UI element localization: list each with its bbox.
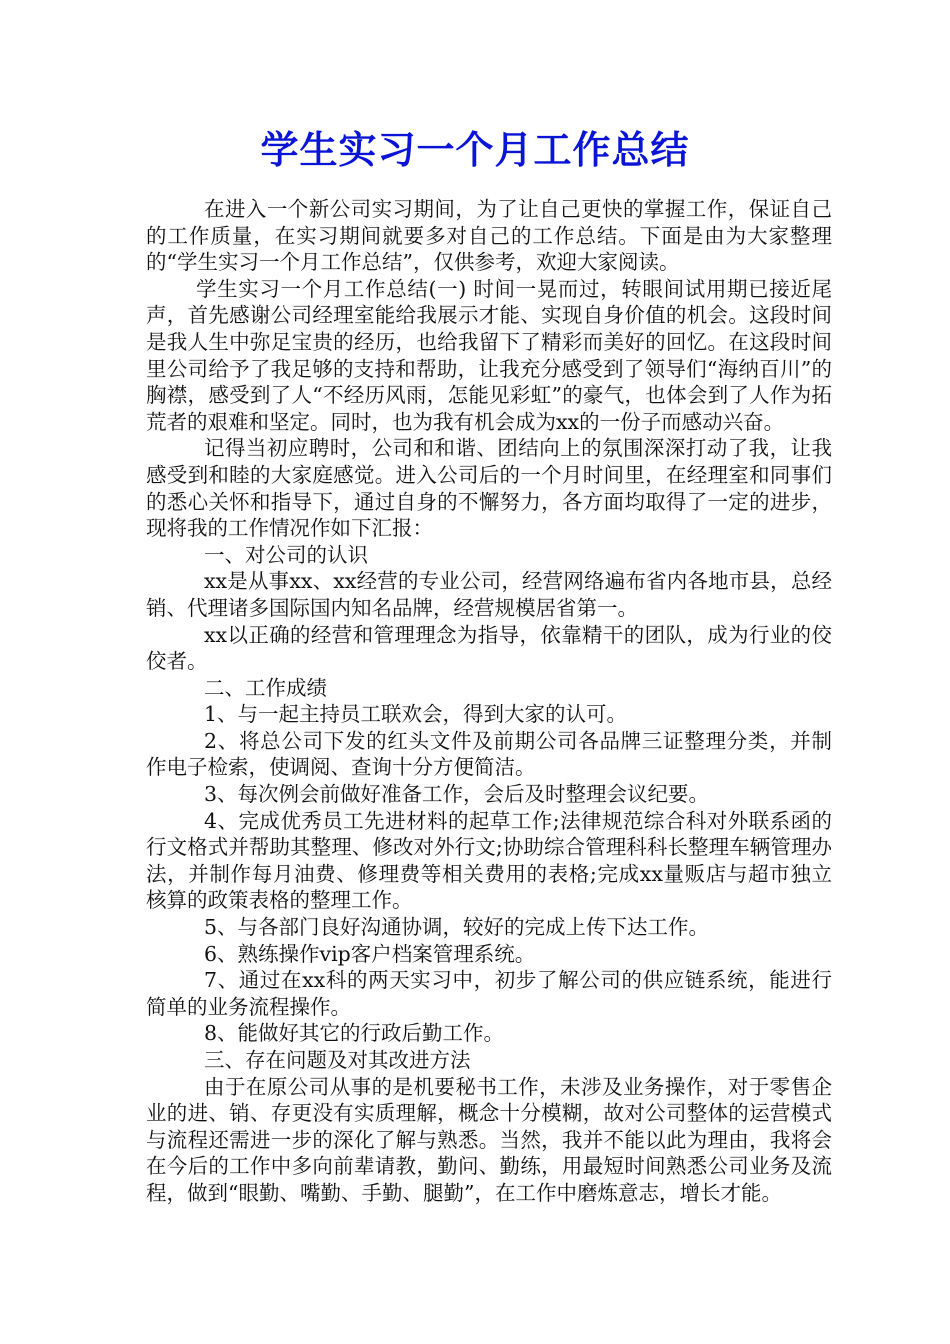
paragraph-company-philosophy: xx以正确的经营和管理理念为指导，依靠精干的团队，成为行业的佼佼者。 xyxy=(146,622,832,674)
list-item: 4、完成优秀员工先进材料的起草工作;法律规范综合科对外联系函的行文格式并帮助其整理、修改对外行文;协助综合管理科科长整理车辆管理办法，并制作每月油费、修理费等相关费用的表格;完成xx量贩店与超市独立核算的政策表格的整理工作。 xyxy=(146,808,832,913)
paragraph-summary-one: 学生实习一个月工作总结(一) 时间一晃而过，转眼间试用期已接近尾声，首先感谢公司经理室能给我展示才能、实现自身价值的机会。这段时间是我人生中弥足宝贵的经历，也给我留下了精彩而美好的回忆。在这段时间里公司给予了我足够的支持和帮助，让我充分感受到了领导们“海纳百川”的胸襟，感受到了人“不经历风雨，怎能见彩虹”的豪气，也体会到了人作为拓荒者的艰难和坚定。同时，也为我有机会成为xx的一份子而感动兴奋。 xyxy=(146,276,832,434)
section-heading-problems: 三、存在问题及对其改进方法 xyxy=(204,1048,471,1072)
paragraph-recall: 记得当初应聘时，公司和和谐、团结向上的氛围深深打动了我，让我感受到和睦的大家庭感觉。进入公司后的一个月时间里，在经理室和同事们的悉心关怀和指导下，通过自身的不懈努力，各方面均取得了一定的进步，现将我的工作情况作如下汇报： xyxy=(146,436,832,541)
list-item: 2、将总公司下发的红头文件及前期公司各品牌三证整理分类，并制作电子检索，使调阅、查询十分方便简洁。 xyxy=(146,728,832,780)
list-item: 8、能做好其它的行政后勤工作。 xyxy=(204,1021,505,1046)
list-item: 1、与一起主持员工联欢会，得到大家的认可。 xyxy=(204,702,628,727)
paragraph-company-intro: xx是从事xx、xx经营的专业公司，经营网络遍布省内各地市县，总经销、代理诸多国际国内知名品牌，经营规模居省第一。 xyxy=(146,569,832,620)
page-title: 学生实习一个月工作总结 xyxy=(260,128,690,172)
paragraph-intro: 在进入一个新公司实习期间，为了让自己更快的掌握工作，保证自己的工作质量，在实习期间就要多对自己的工作总结。下面是由为大家整理的“学生实习一个月工作总结”，仅供参考，欢迎大家阅读。 xyxy=(146,197,832,275)
section-heading-company: 一、对公司的认识 xyxy=(204,542,368,567)
paragraph-problems: 由于在原公司从事的是机要秘书工作，未涉及业务操作，对于零售企业的进、销、存更没有实质理解，概念十分模糊，故对公司整体的运营模式与流程还需进一步的深化了解与熟悉。当然，我并不能以此为理由，我将会在今后的工作中多向前辈请教，勤问、勤练，用最短时间熟悉公司业务及流程，做到“眼勤、嘴勤、手勤、腿勤”，在工作中磨炼意志，增长才能。 xyxy=(146,1074,832,1205)
document-body xyxy=(146,196,832,1207)
section-heading-achievements: 二、工作成绩 xyxy=(204,675,327,700)
list-item: 5、与各部门良好沟通协调，较好的完成上传下达工作。 xyxy=(204,915,710,940)
list-item: 6、熟练操作vip客户档案管理系统。 xyxy=(204,941,536,966)
list-item: 3、每次例会前做好准备工作，会后及时整理会议纪要。 xyxy=(204,782,710,807)
list-item: 7、通过在xx科的两天实习中，初步了解公司的供应链系统，能进行简单的业务流程操作。 xyxy=(146,968,832,1019)
